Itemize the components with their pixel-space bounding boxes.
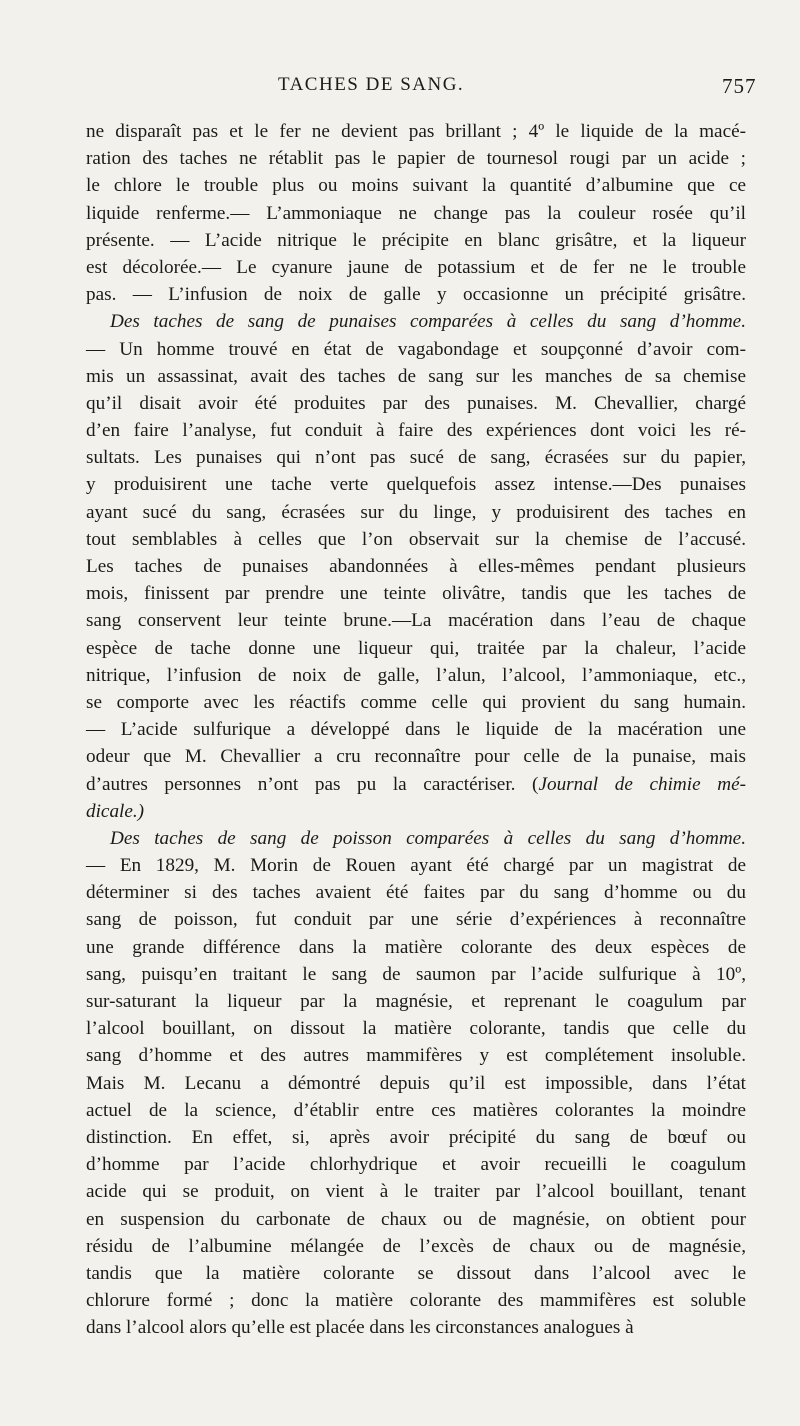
text-line: mois, finissent par prendre une teinte olivâtre, tandis que les taches de [86, 583, 746, 605]
text-line: sang de poisson, fut conduit par une série d’expériences à reconnaître [86, 909, 746, 931]
text-line: déterminer si des taches avaient été faites par du sang d’homme ou du [86, 882, 746, 904]
text-line: présente. — L’acide nitrique le précipite en blanc grisâtre, et la liqueur [86, 229, 746, 251]
text-line: d’autres personnes n’ont pas pu la caractériser. (Journal de chimie mé- [86, 773, 746, 795]
text-line: pas. — L’infusion de noix de galle y occasionne un précipité grisâtre. [86, 284, 746, 306]
text-line: acide qui se produit, on vient à le traiter par l’alcool bouillant, tenant [86, 1181, 746, 1203]
text-line: — L’acide sulfurique a développé dans le liquide de la macération une [86, 719, 746, 741]
running-header [0, 74, 800, 104]
running-title: TACHES DE SANG. [278, 74, 465, 95]
text-line: tout semblables à celles que l’on observait sur la chemise de l’accusé. [86, 528, 746, 550]
text-line: chlorure formé ; donc la matière colorante des mammifères est soluble [86, 1290, 746, 1312]
text-line: Des taches de sang de poisson comparées à celles du sang d’homme. [110, 827, 746, 849]
text-line: Les taches de punaises abandonnées à elles-mêmes pendant plusieurs [86, 556, 746, 577]
text-line: ayant sucé du sang, écrasées sur du linge, y produisirent des taches en [86, 501, 746, 523]
text-line: ne disparaît pas et le fer ne devient pas brillant ; 4º le liquide de la macé- [86, 121, 746, 142]
text-line: liquide renferme.— L’ammoniaque ne change pas la couleur rosée qu’il [86, 202, 746, 224]
text-line: — Un homme trouvé en état de vagabondage et soupçonné d’avoir com- [86, 338, 746, 360]
text-line: Mais M. Lecanu a démontré depuis qu’il est impossible, dans l’état [86, 1072, 746, 1094]
text-line: sang, puisqu’en traitant le sang de saumon par l’acide sulfurique à 10º, [86, 963, 746, 985]
text-line: mis un assassinat, avait des taches de sang sur les manches de sa chemise [86, 365, 746, 387]
text-line: y produisirent une tache verte quelquefois assez intense.—Des punaises [86, 474, 746, 496]
text-line: est décolorée.— Le cyanure jaune de potassium et de fer ne le trouble [86, 256, 746, 278]
text-line: ration des taches ne rétablit pas le papier de tournesol rougi par un acide ; [86, 148, 746, 170]
text-line: sang conservent leur teinte brune.—La macération dans l’eau de chaque [86, 610, 746, 632]
text-line: en suspension du carbonate de chaux ou de magnésie, on obtient pour [86, 1208, 746, 1230]
text-line: tandis que la matière colorante se dissout dans l’alcool avec le [86, 1262, 746, 1284]
text-line: résidu de l’albumine mélangée de l’excès de chaux ou de magnésie, [86, 1235, 746, 1257]
text-line: sultats. Les punaises qui n’ont pas sucé de sang, écrasées sur du papier, [86, 447, 746, 469]
text-line: d’homme par l’acide chlorhydrique et avoir recueilli le coagulum [86, 1154, 746, 1176]
text-line: qu’il disait avoir été produites par des punaises. M. Chevallier, chargé [86, 392, 746, 414]
text-line: se comporte avec les réactifs comme celle qui provient du sang humain. [86, 691, 746, 713]
text-line: sang d’homme et des autres mammifères y est complétement insoluble. [86, 1045, 746, 1067]
text-line: dans l’alcool alors qu’elle est placée dans les circonstances analogues à [86, 1317, 634, 1339]
text-line: nitrique, l’infusion de noix de galle, l’alun, l’alcool, l’ammoniaque, etc., [86, 664, 746, 686]
text-line: une grande différence dans la matière colorante des deux espèces de [86, 936, 746, 958]
text-line: le chlore le trouble plus ou moins suivant la quantité d’albumine que ce [86, 175, 746, 197]
text-line: Des taches de sang de punaises comparées à celles du sang d’homme. [110, 311, 746, 333]
text-line: actuel de la science, d’établir entre ces matières colorantes la moindre [86, 1099, 746, 1121]
text-line: dicale.) [86, 800, 145, 822]
text-line: odeur que M. Chevallier a cru reconnaître pour celle de la punaise, mais [86, 746, 746, 768]
text-line: sur-saturant la liqueur par la magnésie, et reprenant le coagulum par [86, 991, 746, 1012]
text-line: l’alcool bouillant, on dissout la matière colorante, tandis que celle du [86, 1018, 746, 1040]
body-text [86, 118, 746, 1341]
text-line: — En 1829, M. Morin de Rouen ayant été chargé par un magistrat de [86, 855, 746, 877]
text-line: d’en faire l’analyse, fut conduit à faire des expériences dont voici les ré- [86, 420, 746, 442]
text-line: espèce de tache donne une liqueur qui, traitée par la chaleur, l’acide [86, 637, 746, 659]
text-line: distinction. En effet, si, après avoir précipité du sang de bœuf ou [86, 1126, 746, 1148]
page-number: 757 [722, 74, 757, 98]
